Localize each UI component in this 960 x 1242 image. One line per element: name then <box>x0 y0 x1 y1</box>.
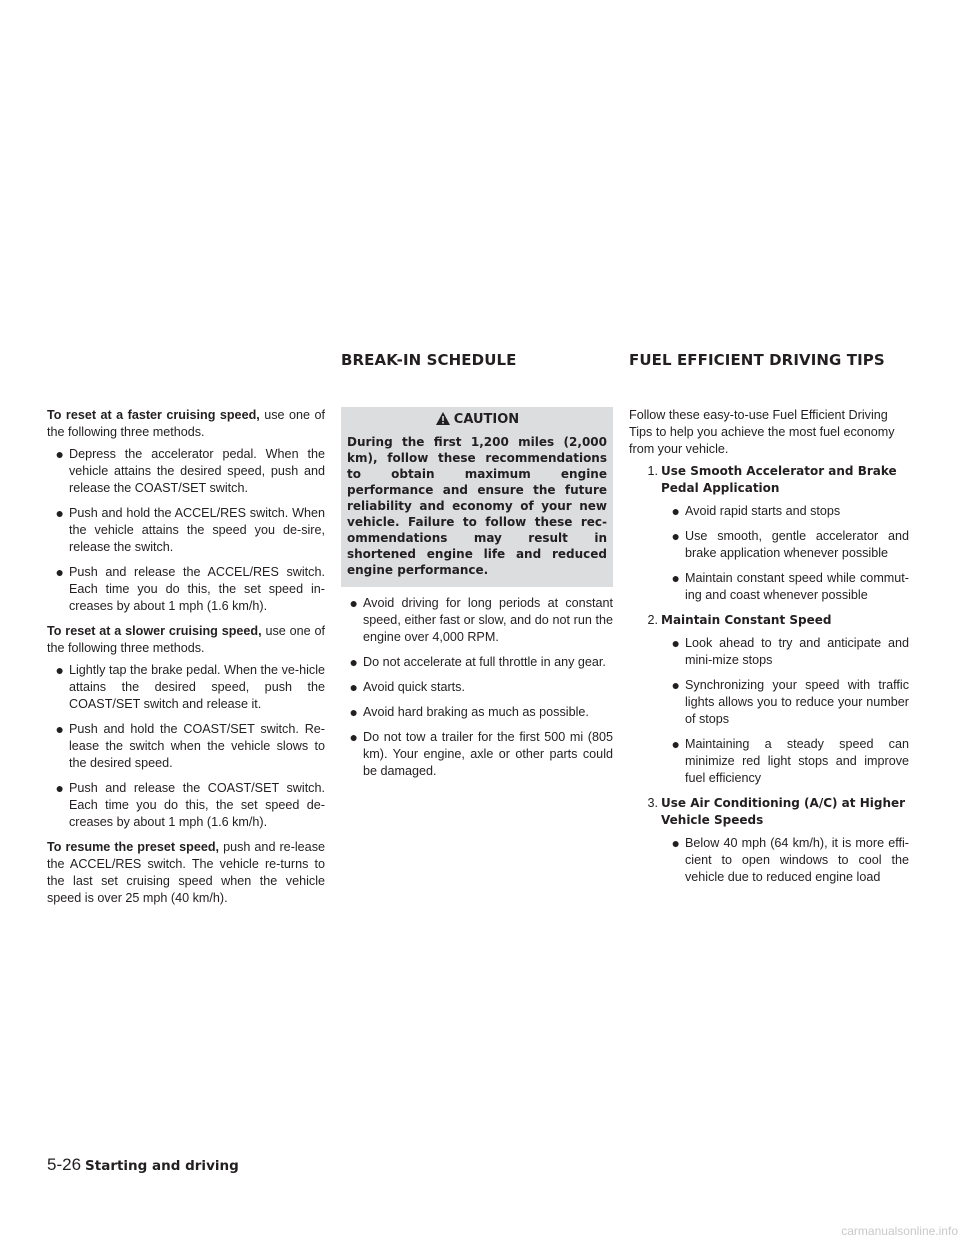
tip-heading <box>629 795 909 829</box>
bullet-icon: ● <box>671 528 680 544</box>
tip-section <box>629 463 909 604</box>
bullet-icon: ● <box>349 704 358 720</box>
list-item <box>661 528 909 562</box>
list-item <box>47 662 325 713</box>
list-item <box>341 704 613 721</box>
bullet-icon: ● <box>55 446 64 462</box>
warning-triangle-icon <box>435 411 451 426</box>
fuel-tips-column <box>629 407 909 894</box>
bullet-icon: ● <box>55 721 64 737</box>
break-in-list <box>341 595 613 780</box>
bullet-icon: ● <box>55 780 64 796</box>
list-item <box>47 721 325 772</box>
resume-paragraph <box>47 839 325 907</box>
faster-rest: use one of the following three methods. <box>47 408 325 439</box>
list-item-text: Push and release the COAST/SET switch. Each time you do this, the set speed de-creases by about 1 mph (1.6 km/h). <box>69 781 325 829</box>
list-item-text: Synchronizing your speed with traffic lights allows you to reduce your number of stops <box>685 678 909 726</box>
tip-title: Use Air Conditioning (A/C) at Higher Vehicle Speeds <box>661 796 906 827</box>
list-item <box>47 780 325 831</box>
list-item-text: Do not tow a trailer for the first 500 mi (805 km). Your engine, axle or other parts could be damaged. <box>363 730 613 778</box>
list-item <box>341 654 613 671</box>
break-in-column <box>341 407 613 788</box>
list-item <box>661 570 909 604</box>
caution-title: CAUTION <box>453 412 520 427</box>
bullet-icon: ● <box>349 679 358 695</box>
tip-section <box>629 795 909 886</box>
bullet-icon: ● <box>349 595 358 611</box>
list-item <box>661 503 909 520</box>
fuel-tips-intro: Follow these easy-to-use Fuel Efficient Driving Tips to help you achieve the most fuel economy from your vehicle. <box>629 408 895 456</box>
list-item-text: Do not accelerate at full throttle in any gear. <box>363 655 606 669</box>
resume-rest: push and re-lease the ACCEL/RES switch. The vehicle re-turns to the last set cruising speed when the vehicle speed is over 25 mph (40 km/h). <box>47 840 325 905</box>
tip-list <box>661 635 909 787</box>
bullet-icon: ● <box>671 736 680 752</box>
bullet-icon: ● <box>349 654 358 670</box>
bullet-icon: ● <box>671 570 680 586</box>
faster-intro <box>47 407 325 441</box>
faster-lead: To reset at a faster cruising speed, <box>47 408 260 422</box>
list-item <box>661 677 909 728</box>
slower-lead: To reset at a slower cruising speed, <box>47 624 262 638</box>
bullet-icon: ● <box>55 662 64 678</box>
bullet-icon: ● <box>671 635 680 651</box>
chapter-title: Starting and driving <box>85 1158 239 1174</box>
bullet-icon: ● <box>55 505 64 521</box>
watermark: carmanualsonline.info <box>841 1224 958 1238</box>
caution-header <box>347 411 607 428</box>
page-number: 5-26 <box>47 1155 82 1174</box>
list-item <box>661 635 909 669</box>
resume-lead: To resume the preset speed, <box>47 840 220 854</box>
cruise-reset-column <box>47 407 325 912</box>
list-item-text: Lightly tap the brake pedal. When the ve-hicle attains the desired speed, push the COAST/SET switch and release it. <box>69 663 325 711</box>
tip-list <box>661 503 909 604</box>
list-item-text: Avoid hard braking as much as possible. <box>363 705 589 719</box>
page-footer <box>47 1156 239 1175</box>
list-item <box>661 835 909 886</box>
bullet-icon: ● <box>349 729 358 745</box>
tip-number: 3. <box>647 796 658 810</box>
caution-box <box>341 407 613 587</box>
faster-list <box>47 446 325 615</box>
list-item-text: Below 40 mph (64 km/h), it is more effi-cient to open windows to cool the vehicle due to reduced engine load <box>685 836 909 884</box>
list-item-text: Look ahead to try and anticipate and mini-mize stops <box>685 636 909 667</box>
tip-section <box>629 612 909 787</box>
list-item-text: Maintain constant speed while commut-ing and coast whenever possible <box>685 571 909 602</box>
list-item-text: Push and release the ACCEL/RES switch. Each time you do this, the set speed in-creases by about 1 mph (1.6 km/h). <box>69 565 325 613</box>
slower-list <box>47 662 325 831</box>
tip-title: Use Smooth Accelerator and Brake Pedal Application <box>661 464 897 495</box>
list-item-text: Avoid rapid starts and stops <box>685 504 841 518</box>
bullet-icon: ● <box>671 677 680 693</box>
bullet-icon: ● <box>671 835 680 851</box>
tip-heading <box>629 463 909 497</box>
list-item-text: Avoid driving for long periods at constant speed, either fast or slow, and do not run the engine over 4,000 RPM. <box>363 596 613 644</box>
list-item <box>341 595 613 646</box>
tip-heading <box>629 612 909 629</box>
list-item <box>341 679 613 696</box>
tip-list <box>661 835 909 886</box>
list-item-text: Use smooth, gentle accelerator and brake application whenever possible <box>685 529 909 560</box>
list-item <box>47 505 325 556</box>
list-item <box>47 564 325 615</box>
slower-intro <box>47 623 325 657</box>
list-item-text: Push and hold the ACCEL/RES switch. When the vehicle attains the speed you de-sire, release the switch. <box>69 506 325 554</box>
list-item-text: Maintaining a steady speed can minimize red light stops and improve fuel efficiency <box>685 737 909 785</box>
bullet-icon: ● <box>671 503 680 519</box>
list-item-text: Push and hold the COAST/SET switch. Re-lease the switch when the vehicle slows to the desired speed. <box>69 722 325 770</box>
tip-number: 1. <box>647 464 658 478</box>
list-item-text: Avoid quick starts. <box>363 680 465 694</box>
caution-text: During the first 1,200 miles (2,000 km), follow these recommendations to obtain maximum engine performance and ensure the future reliability and economy of your new vehicle. Failure to follow these rec-ommendations may result in shortened engine life and reduced engine performance. <box>347 435 607 577</box>
list-item-text: Depress the accelerator pedal. When the vehicle attains the desired speed, push and release the COAST/SET switch. <box>69 447 325 495</box>
list-item <box>341 729 613 780</box>
list-item <box>47 446 325 497</box>
tip-number: 2. <box>647 613 658 627</box>
bullet-icon: ● <box>55 564 64 580</box>
list-item <box>661 736 909 787</box>
slower-rest: use one of the following three methods. <box>47 624 325 655</box>
tip-title: Maintain Constant Speed <box>661 613 832 627</box>
fuel-tips-heading: FUEL EFFICIENT DRIVING TIPS <box>629 351 885 369</box>
break-in-schedule-heading: BREAK-IN SCHEDULE <box>341 351 517 369</box>
